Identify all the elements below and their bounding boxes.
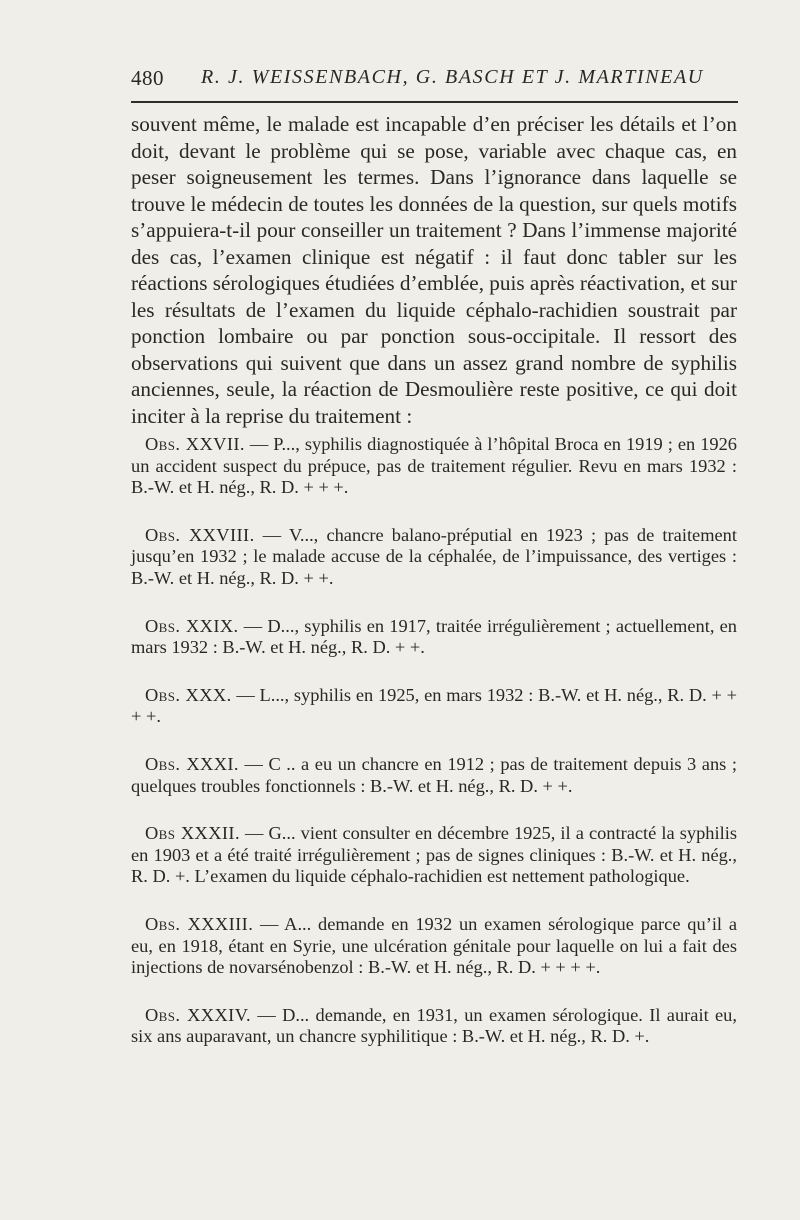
page-number: 480 <box>131 66 164 90</box>
observation-label: Obs XXXII. <box>145 823 240 844</box>
observation-text: — V..., chancre balano-préputial en 1923 ; pas de traitement jusqu’en 1932 ; le malade accuse de la céphalée, de l’impuissance, des vertiges : B.-W. et H. nég., R. D. + +. <box>131 524 737 588</box>
observation-xxx <box>131 685 737 728</box>
observation-label: Obs. XXXIV. <box>145 1004 251 1025</box>
observation-xxxii <box>131 823 737 888</box>
observation-label: Obs. XXXIII. <box>145 913 254 934</box>
header-rule <box>131 101 738 103</box>
observation-xxxi <box>131 754 737 797</box>
observation-text: — G... vient consulter en décembre 1925, il a contracté la syphilis en 1903 et a été traité irrégulièrement ; pas de signes cliniques : B.-W. et H. nég., R. D. +. L’examen du liquide céphalo-rachidien est nettement pathologique. <box>131 823 737 887</box>
observation-text: — D..., syphilis en 1917, traitée irrégulièrement ; actuellement, en mars 1932 : B.-W. et H. nég., R. D. + +. <box>131 615 737 658</box>
observation-xxix <box>131 616 737 659</box>
observation-label: Obs. XXVII. <box>145 434 245 454</box>
observation-label: Obs. XXXI. <box>145 753 239 774</box>
body-paragraph: souvent même, le malade est incapable d’en préciser les détails et l’on doit, devant le problème qui se pose, variable avec chaque cas, en peser soigneusement les termes. Dans l’ignorance dans laquelle se trouve le médecin de toutes les données de la question, sur quels motifs s’appuiera-t-il pour conseiller un traitement ? Dans l’immense majorité des cas, l’examen clinique est négatif : il faut donc tabler sur les réactions sérologiques étudiées d’emblée, puis après réactivation, et sur les résultats de l’examen du liquide céphalo-rachidien soustrait par ponction lombaire ou par ponction sous-occipitale. Il ressort des observations qui suivent que dans un assez grand nombre de syphilis anciennes, seule, la réaction de Desmoulière reste positive, ce qui doit inciter à la reprise du traitement : <box>131 112 737 428</box>
observation-text: — A... demande en 1932 un examen sérologique parce qu’il a eu, en 1918, étant en Syrie, une ulcération génitale pour laquelle on lui a fait des injections de novarsénobenzol : B.-W. et H. nég., R. D. + + + +. <box>131 913 737 978</box>
running-head <box>131 66 737 100</box>
observation-xxviii <box>131 525 737 590</box>
running-title: R. J. WEISSENBACH, G. BASCH ET J. MARTINEAU <box>201 66 704 88</box>
observations-list <box>131 434 737 1074</box>
observation-text: — P..., syphilis diagnostiquée à l’hôpital Broca en 1919 ; en 1926 un accident suspect du prépuce, pas de traitement régulier. Revu en mars 1932 : B.-W. et H. nég., R. D. + + +. <box>131 434 737 498</box>
observation-label: Obs. XXVIII. <box>145 524 255 545</box>
observation-label: Obs. XXX. <box>145 684 232 705</box>
observation-xxvii <box>131 434 737 499</box>
observation-label: Obs. XXIX. <box>145 615 239 636</box>
observation-text: — C .. a eu un chancre en 1912 ; pas de traitement depuis 3 ans ; quelques troubles fonctionnels : B.-W. et H. nég., R. D. + +. <box>131 753 737 796</box>
observation-xxxiii <box>131 914 737 979</box>
observation-text: — D... demande, en 1931, un examen sérologique. Il aurait eu, six ans auparavant, un chancre syphilitique : B.-W. et H. nég., R. D. +. <box>131 1004 737 1047</box>
observation-xxxiv <box>131 1005 737 1048</box>
observation-text: — L..., syphilis en 1925, en mars 1932 : B.-W. et H. nég., R. D. + + + +. <box>131 684 737 727</box>
